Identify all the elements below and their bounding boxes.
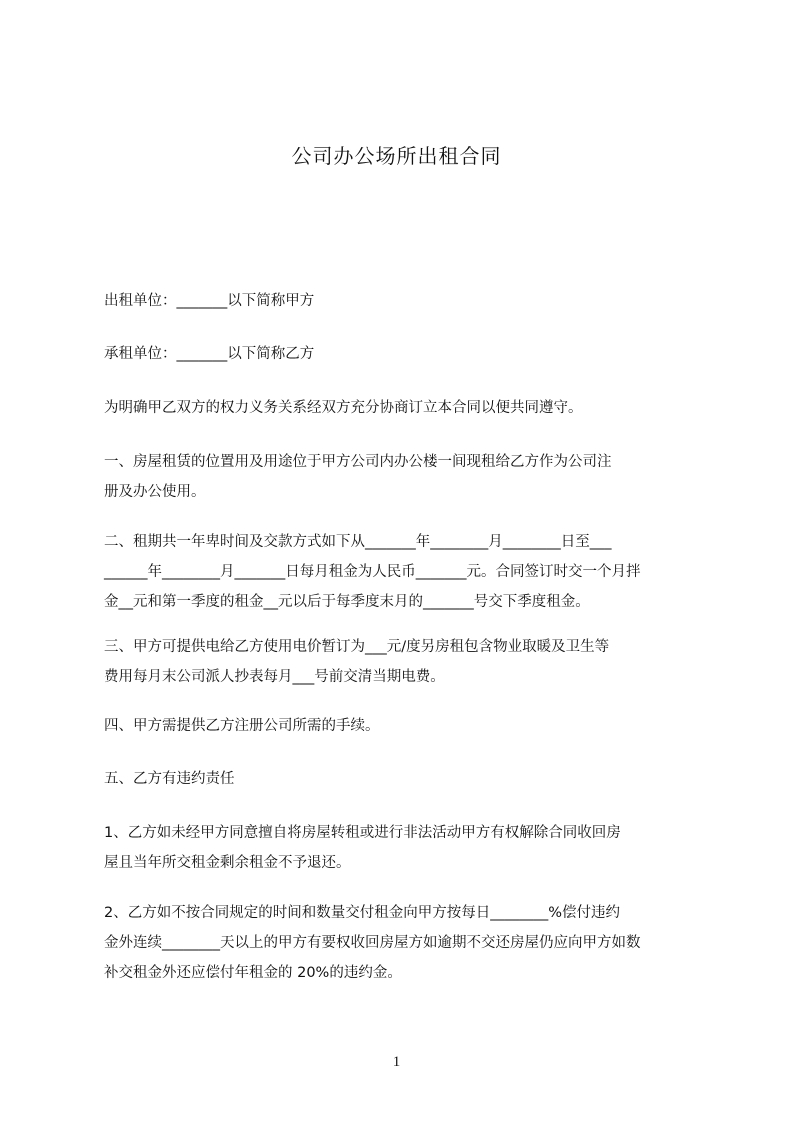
paragraph-line: 册及办公使用。: [104, 484, 206, 500]
paragraph-clause-2: [104, 527, 710, 617]
paragraph-line: 2、乙方如不按合同规定的时间和数量交付租金向甲方按每日________%偿付违约: [104, 905, 621, 921]
paragraph-lessor: [104, 286, 710, 316]
paragraph-line: 为明确甲乙双方的权力义务关系经双方充分协商订立本合同以便共同遵守。: [104, 400, 583, 416]
paragraph-line: 一、房屋租赁的位置用及用途位于甲方公司内办公楼一间现租给乙方作为公司注: [104, 454, 612, 470]
paragraph-line: ______年________月_______日每月租金为人民币_______元。合同签订时交一个月拌: [104, 564, 641, 580]
paragraph-line: 金外连续________天以上的甲方有要权收回房屋方如逾期不交还房屋仍应向甲方如数: [104, 935, 641, 951]
paragraph-line: 1、乙方如未经甲方同意擅自将房屋转租或进行非法活动甲方有权解除合同收回房: [104, 825, 621, 841]
paragraph-lessee: [104, 339, 710, 369]
paragraph-line: 出租单位：_______以下简称甲方: [104, 293, 315, 309]
paragraph-line: 三、甲方可提供电给乙方使用电价暂订为___元/度另房租包含物业取暖及卫生等: [104, 639, 610, 655]
paragraph-line: 费用每月末公司派人抄表每月___号前交清当期电费。: [104, 669, 445, 685]
paragraph-intro: [104, 393, 710, 423]
paragraph-clause-5-2: [104, 898, 710, 988]
paragraph-line: 补交租金外还应偿付年租金的 20%的违约金。: [104, 965, 402, 981]
paragraph-clause-4: [104, 711, 710, 741]
paragraph-line: 四、甲方需提供乙方注册公司所需的手续。: [104, 718, 380, 734]
paragraph-clause-3: [104, 632, 710, 692]
document-title: 公司办公场所出租合同: [291, 144, 502, 168]
paragraph-line: 屋且当年所交租金剩余租金不予退还。: [104, 855, 351, 871]
paragraph-line: 金__元和第一季度的租金__元以后于每季度末月的_______号交下季度租金。: [104, 594, 590, 610]
paragraph-clause-5: [104, 764, 710, 794]
paragraph-line: 承租单位：_______以下简称乙方: [104, 346, 315, 362]
paragraph-line: 二、租期共一年卑时间及交款方式如下从_______年________月________日至___: [104, 534, 612, 550]
paragraph-clause-5-1: [104, 818, 710, 878]
paragraph-line: 五、乙方有违约责任: [104, 771, 235, 787]
page-number: 1: [392, 1054, 401, 1070]
paragraph-clause-1: [104, 447, 710, 507]
